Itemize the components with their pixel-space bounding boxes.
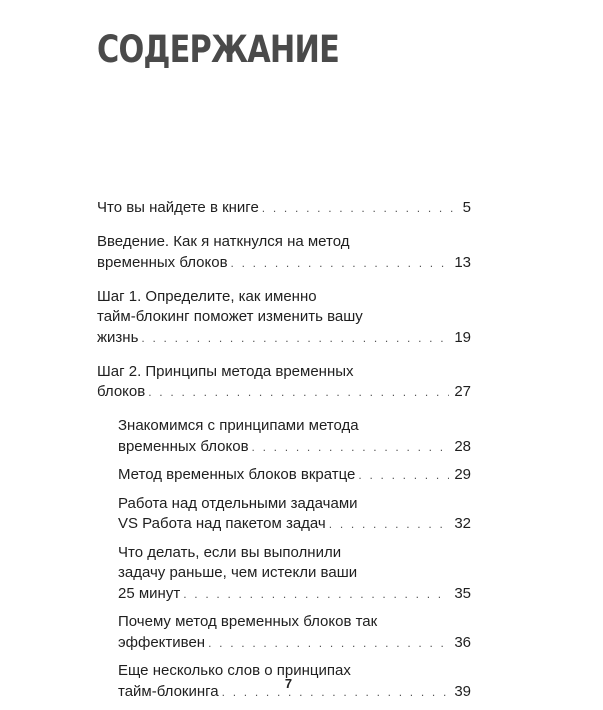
- toc-entry-line: Работа над отдельными задачами: [118, 494, 358, 512]
- toc-entry-line: Что вы найдете в книге: [97, 199, 259, 216]
- toc-entry[interactable]: [118, 543, 471, 605]
- toc-entry[interactable]: [118, 465, 471, 486]
- toc-entry-line: жизнь: [97, 328, 139, 346]
- toc-entry-line: Шаг 2. Принципы метода временных: [97, 362, 354, 380]
- toc-entry-line: VS Работа над пакетом задач: [118, 515, 326, 532]
- toc-entry[interactable]: [97, 287, 471, 349]
- toc-page-number: 35: [454, 584, 471, 602]
- toc-entry-line: тайм-блокинга: [118, 682, 219, 700]
- toc-entry[interactable]: [97, 232, 471, 273]
- toc-entry-line: задачу раньше, чем истекли ваши: [118, 564, 358, 581]
- toc-entry-line: эффективен: [118, 633, 206, 651]
- toc-entry-line: Еще несколько слов о принципах: [118, 662, 351, 679]
- toc-entry[interactable]: [118, 612, 471, 653]
- table-of-contents: [97, 198, 471, 710]
- toc-page-number: 19: [454, 328, 471, 346]
- toc-entry[interactable]: [97, 362, 471, 403]
- dot-leader: [183, 584, 449, 605]
- toc-page-number: 28: [454, 437, 471, 455]
- page-number: 7: [284, 676, 293, 691]
- toc-page-number: 29: [454, 466, 471, 483]
- toc-page-number: 32: [454, 515, 471, 532]
- dot-leader: [208, 633, 449, 654]
- toc-entry-line: временных блоков: [118, 437, 249, 455]
- toc-entry-line: временных блоков: [97, 253, 228, 271]
- toc-entry-line: Почему метод временных блоков так: [118, 613, 378, 630]
- toc-page-number: 36: [454, 633, 471, 651]
- dot-leader: [231, 253, 450, 274]
- toc-entry[interactable]: [118, 494, 471, 535]
- toc-page-number: 27: [454, 383, 471, 400]
- dot-leader: [252, 437, 450, 458]
- dot-leader: [141, 328, 449, 349]
- toc-entry-line: Метод временных блоков вкратце: [118, 466, 356, 483]
- toc-entry-line: Знакомимся с принципами метода: [118, 417, 359, 434]
- toc-page-number: 39: [454, 682, 471, 700]
- page-title: СОДЕРЖАНИЕ: [97, 28, 339, 71]
- dot-leader: [148, 382, 449, 403]
- dot-leader: [262, 198, 454, 219]
- toc-entry-line: Шаг 1. Определите, как именно: [97, 287, 317, 305]
- toc-entry[interactable]: [97, 198, 471, 219]
- toc-entry-line: тайм-блокинг поможет изменить вашу: [97, 308, 363, 325]
- dot-leader: [329, 514, 450, 535]
- toc-entry[interactable]: [118, 416, 471, 457]
- toc-page-number: 5: [462, 199, 471, 216]
- toc-entry-line: блоков: [97, 383, 146, 400]
- toc-entry-line: 25 минут: [118, 584, 181, 602]
- toc-page-number: 13: [454, 253, 471, 271]
- toc-entry-line: Что делать, если вы выполнили: [118, 543, 342, 561]
- dot-leader: [358, 465, 449, 486]
- toc-entry-line: Введение. Как я наткнулся на метод: [97, 233, 350, 250]
